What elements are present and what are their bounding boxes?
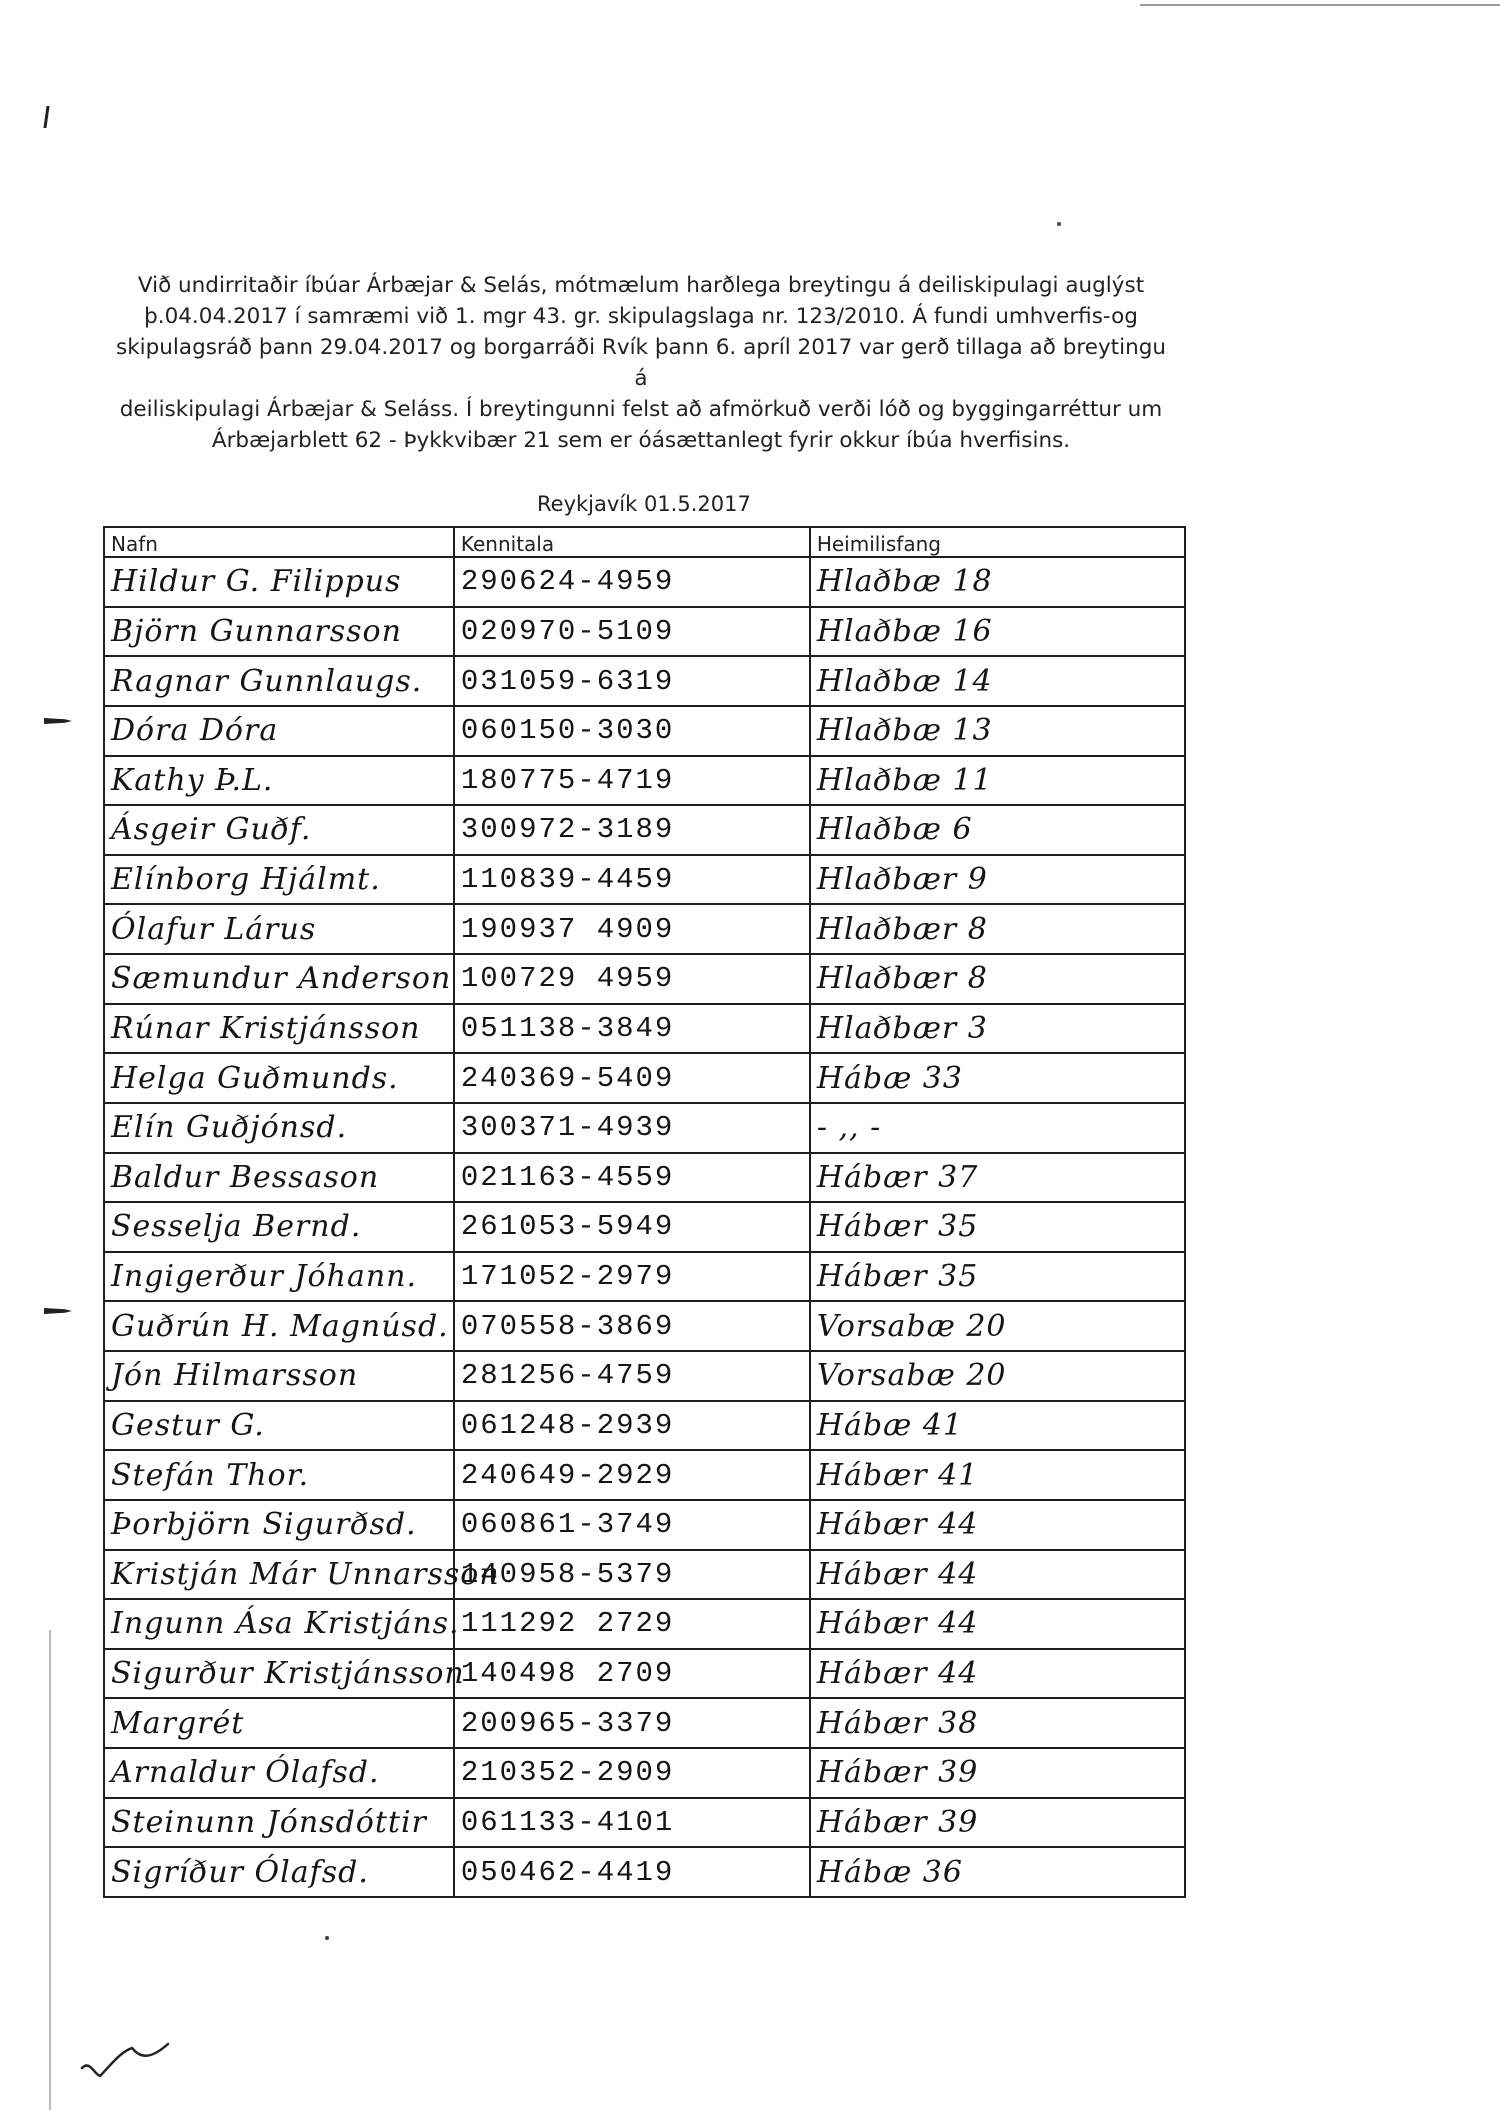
signature-kennitala: 100729 4959 [454, 954, 810, 1004]
table-header-row [104, 527, 1185, 557]
signature-address: Hábær 39 [810, 1798, 1185, 1848]
table-row [104, 1301, 1185, 1351]
table-row [104, 1103, 1185, 1153]
signature-kennitala: 190937 4909 [454, 904, 810, 954]
signature-kennitala: 240369-5409 [454, 1053, 810, 1103]
signature-name: Arnaldur Ólafsd. [104, 1748, 454, 1798]
statement-line: deiliskipulagi Árbæjar & Seláss. Í breytingunni felst að afmörkuð verði lóð og byggingarréttur um [119, 397, 1163, 422]
signature-name: Gestur G. [104, 1401, 454, 1451]
signature-address: - ,, - [810, 1103, 1185, 1153]
signature-address: Hábær 39 [810, 1748, 1185, 1798]
signature-name: Sæmundur Anderson [104, 954, 454, 1004]
statement-line: þ.04.04.2017 í samræmi við 1. mgr 43. gr. skipulagslaga nr. 123/2010. Á fundi umhverfis-og [144, 304, 1138, 329]
signature-kennitala: 300371-4939 [454, 1103, 810, 1153]
header-name: Nafn [104, 527, 454, 557]
header-kennitala: Kennitala [454, 527, 810, 557]
signature-address: Hábær 35 [810, 1252, 1185, 1302]
signature-kennitala: 140498 2709 [454, 1649, 810, 1699]
signature-kennitala: 020970-5109 [454, 607, 810, 657]
table-row [104, 904, 1185, 954]
signature-address: Hlaðbær 8 [810, 954, 1185, 1004]
signature-kennitala: 261053-5949 [454, 1202, 810, 1252]
table-row [104, 1053, 1185, 1103]
signature-address: Hábær 35 [810, 1202, 1185, 1252]
table-row [104, 805, 1185, 855]
signature-name: Ingunn Ása Kristjáns. [104, 1599, 454, 1649]
signature-address: Hábær 44 [810, 1649, 1185, 1699]
table-row [104, 1004, 1185, 1054]
signature-name: Hildur G. Filippus [104, 557, 454, 607]
signature-address: Hlaðbæ 18 [810, 557, 1185, 607]
signature-name: Dóra Dóra [104, 706, 454, 756]
scan-edge-line [1140, 4, 1500, 6]
signature-address: Hábær 44 [810, 1599, 1185, 1649]
table-row [104, 1252, 1185, 1302]
signature-kennitala: 200965-3379 [454, 1698, 810, 1748]
signature-kennitala: 070558-3869 [454, 1301, 810, 1351]
signature-kennitala: 300972-3189 [454, 805, 810, 855]
signature-address: Hábæ 36 [810, 1847, 1185, 1897]
table-row [104, 607, 1185, 657]
signature-name: Stefán Thor. [104, 1450, 454, 1500]
signature-kennitala: 021163-4559 [454, 1153, 810, 1203]
signature-name: Kathy Þ.L. [104, 756, 454, 806]
signature-address: Hlaðbær 9 [810, 855, 1185, 905]
signature-address: Hábær 44 [810, 1500, 1185, 1550]
signature-name: Björn Gunnarsson [104, 607, 454, 657]
signature-name: Helga Guðmunds. [104, 1053, 454, 1103]
stray-dot [325, 1936, 329, 1940]
signature-address: Hlaðbæ 13 [810, 706, 1185, 756]
signature-name: Sigurður Kristjánsson [104, 1649, 454, 1699]
signature-address: Hlaðbæ 6 [810, 805, 1185, 855]
scan-margin-line [49, 1630, 51, 2110]
table-row [104, 954, 1185, 1004]
signature-name: Elín Guðjónsd. [104, 1103, 454, 1153]
signature-name: Kristján Már Unnarsson [104, 1550, 454, 1600]
signature-address: Hábær 41 [810, 1450, 1185, 1500]
signature-kennitala: 290624-4959 [454, 557, 810, 607]
signature-kennitala: 171052-2979 [454, 1252, 810, 1302]
table-row [104, 557, 1185, 607]
signature-address: Hábær 38 [810, 1698, 1185, 1748]
signature-address: Hábær 44 [810, 1550, 1185, 1600]
table-row [104, 1450, 1185, 1500]
stray-dot [1057, 222, 1061, 226]
signature-name: Ásgeir Guðf. [104, 805, 454, 855]
table-row [104, 1550, 1185, 1600]
signature-kennitala: 180775-4719 [454, 756, 810, 806]
table-row [104, 656, 1185, 706]
statement-line: Við undirritaðir íbúar Árbæjar & Selás, mótmælum harðlega breytingu á deiliskipulagi auglýst [137, 273, 1145, 298]
signature-address: Hlaðbær 3 [810, 1004, 1185, 1054]
signature-address: Vorsabæ 20 [810, 1301, 1185, 1351]
margin-arrow-mark [44, 1308, 72, 1314]
signature-name: Rúnar Kristjánsson [104, 1004, 454, 1054]
petition-statement [116, 270, 1166, 456]
signature-kennitala: 061133-4101 [454, 1798, 810, 1848]
header-address: Heimilisfang [810, 527, 1185, 557]
signature-name: Ingigerður Jóhann. [104, 1252, 454, 1302]
signature-address: Hábær 37 [810, 1153, 1185, 1203]
signature-kennitala: 061248-2939 [454, 1401, 810, 1451]
signature-kennitala: 051138-3849 [454, 1004, 810, 1054]
place-date: Reykjavík 01.5.2017 [537, 492, 751, 516]
signature-name: Margrét [104, 1698, 454, 1748]
table-row [104, 1500, 1185, 1550]
statement-line: skipulagsráð þann 29.04.2017 og borgarráði Rvík þann 6. apríl 2017 var gerð tillaga að breytingu á [116, 335, 1166, 391]
table-row [104, 855, 1185, 905]
table-row [104, 706, 1185, 756]
signature-kennitala: 060150-3030 [454, 706, 810, 756]
signature-address: Vorsabæ 20 [810, 1351, 1185, 1401]
handwritten-check-mark [80, 2030, 170, 2080]
signature-kennitala: 050462-4419 [454, 1847, 810, 1897]
signature-name: Elínborg Hjálmt. [104, 855, 454, 905]
signature-table [103, 526, 1186, 1898]
signature-name: Þorbjörn Sigurðsd. [104, 1500, 454, 1550]
signature-address: Hlaðbæ 14 [810, 656, 1185, 706]
table-row [104, 1153, 1185, 1203]
signature-address: Hábæ 33 [810, 1053, 1185, 1103]
signature-kennitala: 060861-3749 [454, 1500, 810, 1550]
table-row [104, 1599, 1185, 1649]
table-row [104, 1847, 1185, 1897]
table-row [104, 1649, 1185, 1699]
signature-kennitala: 140958-5379 [454, 1550, 810, 1600]
signature-name: Sigríður Ólafsd. [104, 1847, 454, 1897]
table-row [104, 1748, 1185, 1798]
signature-address: Hábæ 41 [810, 1401, 1185, 1451]
statement-line: Árbæjarblett 62 - Þykkvibær 21 sem er óásættanlegt fyrir okkur íbúa hverfisins. [211, 428, 1071, 453]
signature-name: Baldur Bessason [104, 1153, 454, 1203]
margin-tick-mark [43, 106, 49, 128]
signature-name: Jón Hilmarsson [104, 1351, 454, 1401]
margin-arrow-mark [44, 718, 72, 724]
signature-kennitala: 111292 2729 [454, 1599, 810, 1649]
signature-rows [104, 557, 1185, 1897]
signature-kennitala: 210352-2909 [454, 1748, 810, 1798]
signature-name: Guðrún H. Magnúsd. [104, 1301, 454, 1351]
signature-kennitala: 281256-4759 [454, 1351, 810, 1401]
table-row [104, 756, 1185, 806]
signature-kennitala: 031059-6319 [454, 656, 810, 706]
signature-kennitala: 110839-4459 [454, 855, 810, 905]
signature-kennitala: 240649-2929 [454, 1450, 810, 1500]
signature-address: Hlaðbær 8 [810, 904, 1185, 954]
signature-name: Ólafur Lárus [104, 904, 454, 954]
signature-name: Ragnar Gunnlaugs. [104, 656, 454, 706]
table-row [104, 1351, 1185, 1401]
signature-name: Steinunn Jónsdóttir [104, 1798, 454, 1848]
signature-address: Hlaðbæ 11 [810, 756, 1185, 806]
table-row [104, 1202, 1185, 1252]
signature-name: Sesselja Bernd. [104, 1202, 454, 1252]
table-row [104, 1798, 1185, 1848]
table-row [104, 1698, 1185, 1748]
table-row [104, 1401, 1185, 1451]
signature-address: Hlaðbæ 16 [810, 607, 1185, 657]
